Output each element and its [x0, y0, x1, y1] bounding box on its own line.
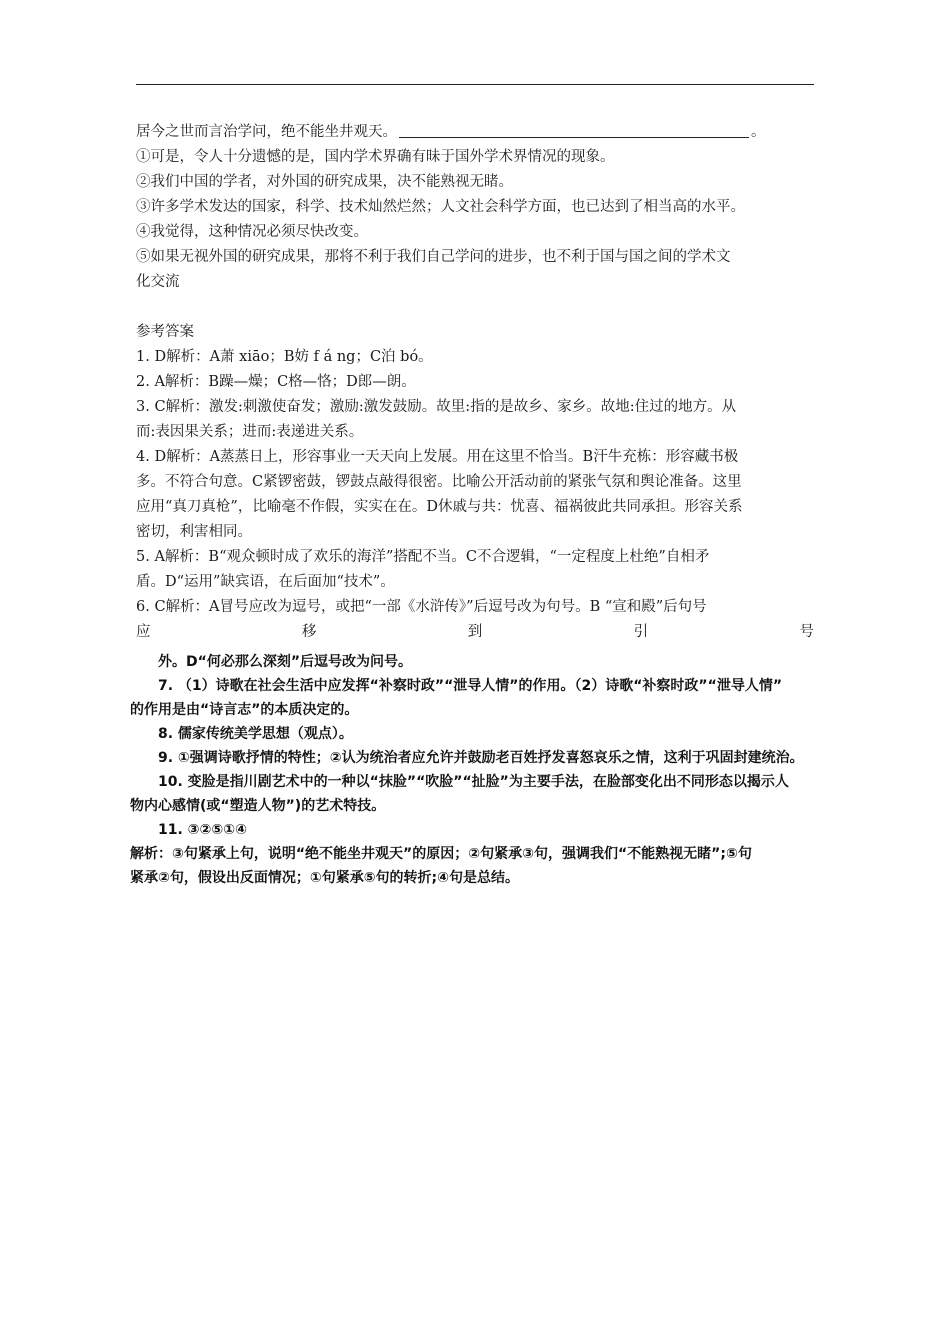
question-stem [136, 120, 816, 145]
bold-line: 8. 儒家传统美学思想（观点）。 [158, 726, 353, 742]
answer-line: 1. D解析：A萧 xiāo；B妨 f á ng；C泊 bó。 [136, 349, 433, 365]
spread-word: 到 [467, 624, 483, 640]
bold-answers-block [130, 650, 898, 890]
option-5-cont: 化交流 [136, 274, 180, 290]
bold-line: 紧承②句，假设出反面情况；①句紧承⑤句的转折;④句是总结。 [130, 870, 520, 886]
answer-blank [399, 121, 749, 138]
spread-word: 引 [633, 624, 649, 640]
spread-word: 移 [301, 624, 317, 640]
stem-end: 。 [751, 124, 766, 140]
bold-line: 11. ③②⑤①④ [158, 822, 247, 838]
option-1: ①可是，令人十分遗憾的是，国内学术界确有昧于国外学术界情况的现象。 [136, 149, 615, 165]
answer-line: 盾。D“运用”缺宾语，在后面加“技术”。 [136, 574, 395, 590]
answer-line: 4. D解析：A蒸蒸日上，形容事业一天天向上发展。用在这里不恰当。B汗牛充栋：形容藏书极 [136, 449, 739, 465]
header-rule [136, 84, 814, 85]
question-block [136, 120, 816, 645]
answer-line: 6. C解析：A冒号应改为逗号，或把“一部《水浒传》”后逗号改为句号。B “宣和殿”后句号 [136, 599, 707, 615]
stem-text: 居今之世而言治学问，绝不能坐井观天。 [136, 124, 397, 140]
answer-line: 密切，利害相同。 [136, 524, 252, 540]
answer-line: 3. C解析：激发:刺激使奋发；激励:激发鼓励。故里:指的是故乡、家乡。故地:住过的地方。从 [136, 399, 737, 415]
bold-line: 物内心感情(或“塑造人物”)的艺术特技。 [130, 798, 386, 814]
bold-line: 9. ①强调诗歌抒情的特性；②认为统治者应允许并鼓励老百姓抒发喜怒哀乐之情，这利于巩固封建统治。 [158, 750, 804, 766]
option-4: ④我觉得，这种情况必须尽快改变。 [136, 224, 368, 240]
option-3: ③许多学术发达的国家，科学、技术灿然烂然；人文社会科学方面，也已达到了相当高的水平。 [136, 199, 745, 215]
spacer [136, 295, 816, 320]
spread-word: 号 [799, 624, 814, 640]
bold-line: 10. 变脸是指川剧艺术中的一种以“抹脸”“吹脸”“扯脸”为主要手法，在脸部变化出不同形态以揭示人 [158, 774, 789, 790]
answer-line: 5. A解析：B“观众顿时成了欢乐的海洋”搭配不当。C不合逻辑，“一定程度上杜绝”自相矛 [136, 549, 710, 565]
answer-line: 应用“真刀真枪”，比喻毫不作假，实实在在。D休戚与共：忧喜、福祸彼此共同承担。形容关系 [136, 499, 743, 515]
option-2: ②我们中国的学者，对外国的研究成果，决不能熟视无睹。 [136, 174, 513, 190]
answer-line: 多。不符合句意。C紧锣密鼓，锣鼓点敲得很密。比喻公开活动前的紧张气氛和舆论准备。这里 [136, 474, 742, 490]
spread-word: 应 [136, 624, 151, 640]
answers-heading: 参考答案 [136, 324, 194, 340]
bold-line: 的作用是由“诗言志”的本质决定的。 [130, 702, 359, 718]
answer-line: 2. A解析：B躁—燥；C格—恪；D郎—朗。 [136, 374, 416, 390]
bold-line: 7. （1）诗歌在社会生活中应发挥“补察时政”“泄导人情”的作用。（2）诗歌“补察时政”“泄导人情” [158, 678, 783, 694]
option-5: ⑤如果无视外国的研究成果，那将不利于我们自己学问的进步，也不利于国与国之间的学术文 [136, 249, 731, 265]
answer-line: 而:表因果关系；进而:表递进关系。 [136, 424, 364, 440]
bold-line: 解析：③句紧承上句，说明“绝不能坐井观天”的原因；②句紧承③句，强调我们“不能熟视无睹”;⑤句 [130, 846, 752, 862]
bold-line: 外。D“何必那么深刻”后逗号改为问号。 [158, 654, 413, 670]
spread-line [136, 620, 816, 645]
